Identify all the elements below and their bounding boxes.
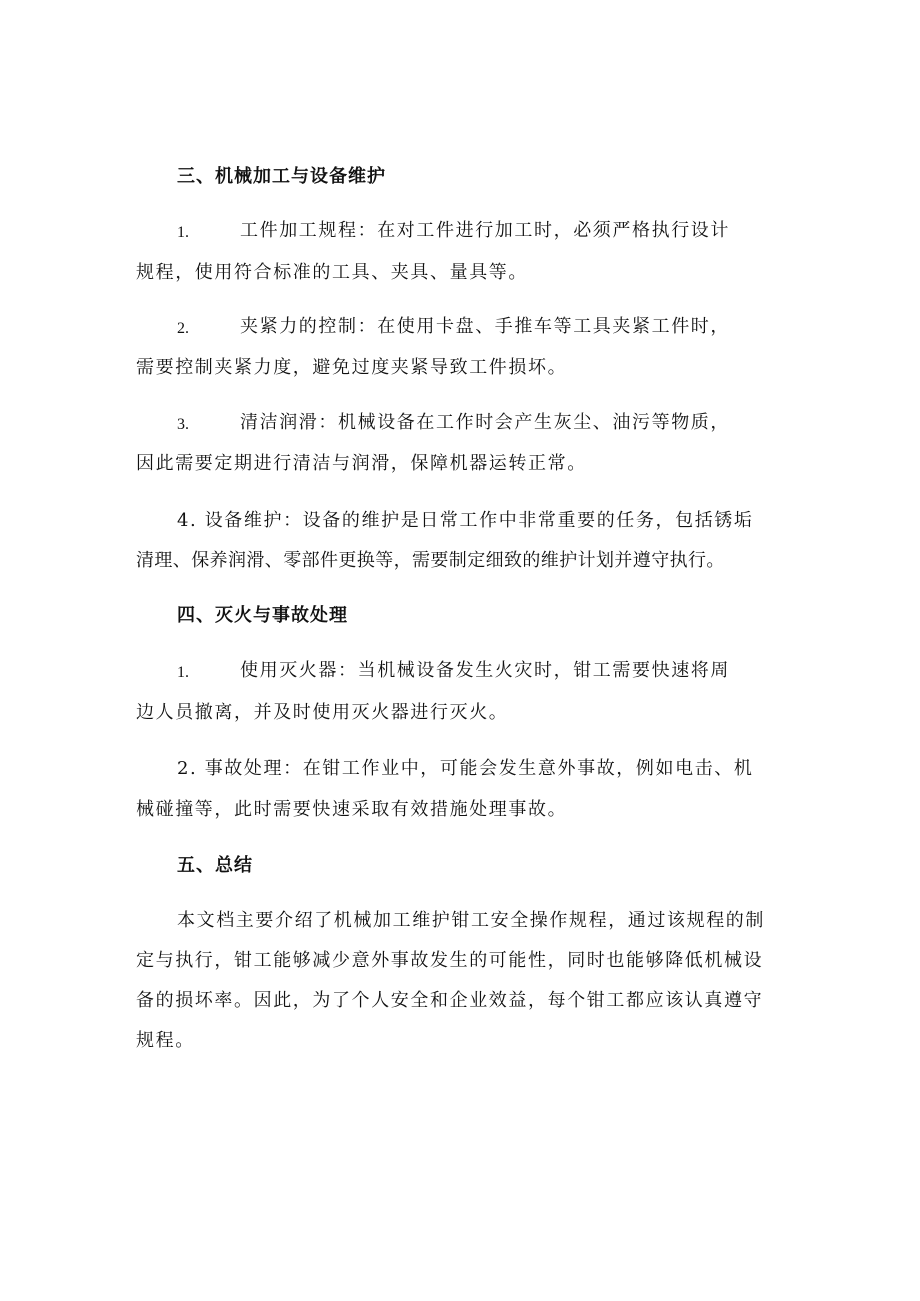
item-number: 3. [177,416,189,433]
item-text-line: 因此需要定期进行清洁与润滑，保障机器运转正常。 [136,453,587,474]
item-number: 2. [177,320,189,337]
paragraph-line: 定与执行，钳工能够减少意外事故发生的可能性，同时也能够降低机械设 [136,950,764,971]
section-heading: 五、总结 [177,855,253,876]
item-text-line: 清理、保养润滑、零部件更换等，需要制定细致的维护计划并遵守执行。 [136,550,725,571]
section-heading: 四、灭火与事故处理 [177,605,348,626]
item-text-line: 边人员撤离，并及时使用灭火器进行灭火。 [136,702,509,723]
item-text-line: 清洁润滑：机械设备在工作时会产生灰尘、油污等物质， [240,412,730,433]
item-text-line: 2. 事故处理：在钳工作业中，可能会发生意外事故，例如电击、机 [177,758,754,779]
paragraph-line: 规程。 [136,1030,195,1051]
item-text-line: 规程，使用符合标准的工具、夹具、量具等。 [136,262,528,283]
item-text-line: 使用灭火器：当机械设备发生火灾时，钳工需要快速将周 [240,660,730,681]
item-text-line: 4. 设备维护：设备的维护是日常工作中非常重要的任务，包括锈垢 [177,510,754,531]
item-number: 1. [177,224,189,241]
paragraph-line: 备的损坏率。因此，为了个人安全和企业效益，每个钳工都应该认真遵守 [136,990,764,1011]
paragraph-line: 本文档主要介绍了机械加工维护钳工安全操作规程，通过该规程的制 [177,910,765,931]
item-text-line: 夹紧力的控制：在使用卡盘、手推车等工具夹紧工件时， [240,316,730,337]
section-heading: 三、机械加工与设备维护 [177,166,386,187]
item-text-line: 械碰撞等，此时需要快速采取有效措施处理事故。 [136,799,568,820]
item-text-line: 需要控制夹紧力度，避免过度夹紧导致工件损坏。 [136,357,568,378]
item-text-line: 工件加工规程：在对工件进行加工时，必须严格执行设计 [240,220,730,241]
item-number: 1. [177,664,189,681]
